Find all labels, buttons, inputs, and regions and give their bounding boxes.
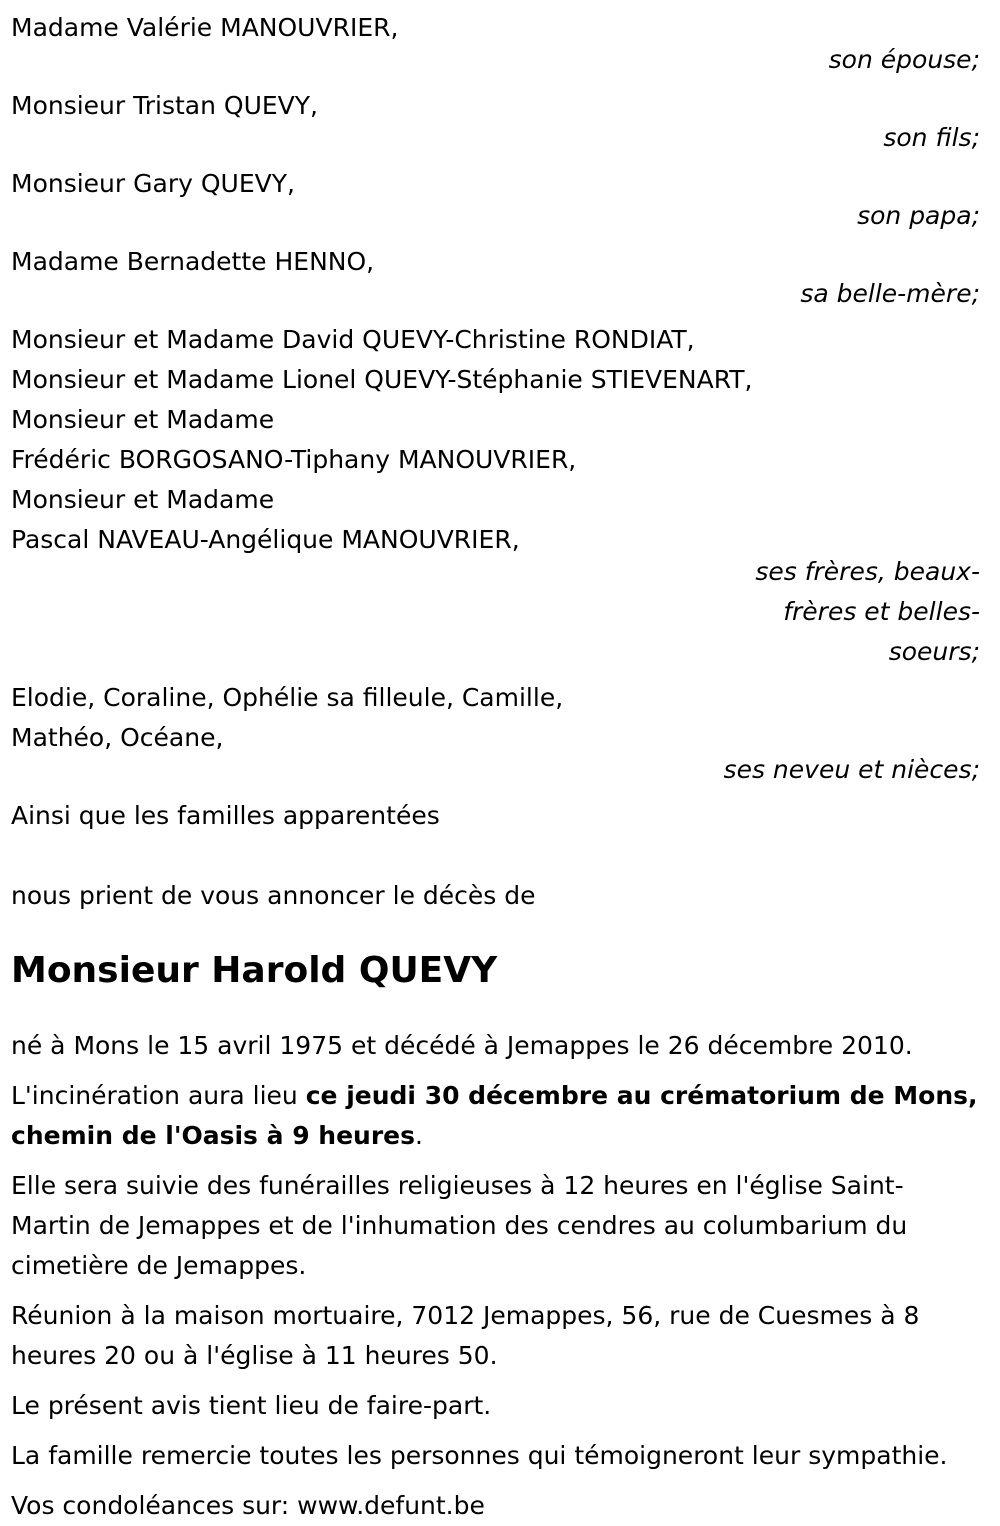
family-name: Mathéo, Océane, (11, 723, 224, 752)
incineration-prefix: L'incinération aura lieu (11, 1081, 306, 1110)
relation-label: frères et belles- (783, 597, 980, 626)
meeting-text: Réunion à la maison mortuaire, 7012 Jemappes, 56, rue de Cuesmes à 8 heures 20 ou à l'église à 11 heures 50. (11, 1301, 920, 1370)
funeral-text: Elle sera suivie des funérailles religieuses à 12 heures en l'église Saint-Martin de Jemappes et de l'inhumation des cendres au columbarium du cimetière de Jemappes. (11, 1171, 908, 1280)
relation-label: son épouse; (828, 45, 980, 74)
condolences-text: Vos condoléances sur: www.defunt.be (11, 1491, 485, 1520)
incineration-suffix: . (415, 1121, 423, 1150)
family-name: Monsieur Gary QUEVY, (11, 169, 295, 198)
family-name: Monsieur et Madame (11, 485, 275, 514)
family-name: Monsieur Tristan QUEVY, (11, 91, 318, 120)
family-name: Madame Valérie MANOUVRIER, (11, 13, 399, 42)
announcement: nous prient de vous annoncer le décès de (11, 881, 536, 910)
family-group-father (11, 164, 980, 236)
family-name: Monsieur et Madame David QUEVY-Christine RONDIAT, (11, 325, 695, 354)
family-group-spouse (11, 8, 980, 80)
family-name: Frédéric BORGOSANO-Tiphany MANOUVRIER, (11, 445, 577, 474)
family-name: Madame Bernadette HENNO, (11, 247, 375, 276)
family-group-siblings (11, 320, 980, 672)
incineration-text (11, 1076, 980, 1156)
relation-label: sa belle-mère; (800, 279, 980, 308)
deceased-name: Monsieur Harold QUEVY (11, 950, 498, 991)
family-name: Monsieur et Madame (11, 405, 275, 434)
relation-label: son papa; (857, 201, 980, 230)
family-name: Elodie, Coraline, Ophélie sa filleule, Camille, (11, 683, 564, 712)
relation-label: soeurs; (888, 637, 980, 666)
also-families: Ainsi que les familles apparentées (11, 801, 440, 830)
thanks-text: La famille remercie toutes les personnes qui témoigneront leur sympathie. (11, 1441, 948, 1470)
family-group-mother-in-law (11, 242, 980, 314)
notice-text: Le présent avis tient lieu de faire-part. (11, 1391, 492, 1420)
relation-label: ses frères, beaux- (755, 557, 980, 586)
family-name: Pascal NAVEAU-Angélique MANOUVRIER, (11, 525, 520, 554)
incineration-details: ce jeudi 30 décembre au crématorium de Mons, chemin de l'Oasis à 9 heures (11, 1081, 978, 1150)
family-group-nephews (11, 678, 980, 790)
birth-death-text: né à Mons le 15 avril 1975 et décédé à Jemappes le 26 décembre 2010. (11, 1031, 913, 1060)
relation-label: ses neveu et nièces; (723, 755, 980, 784)
family-group-son (11, 86, 980, 158)
relation-label: son fils; (883, 123, 980, 152)
family-name: Monsieur et Madame Lionel QUEVY-Stéphanie STIEVENART, (11, 365, 753, 394)
